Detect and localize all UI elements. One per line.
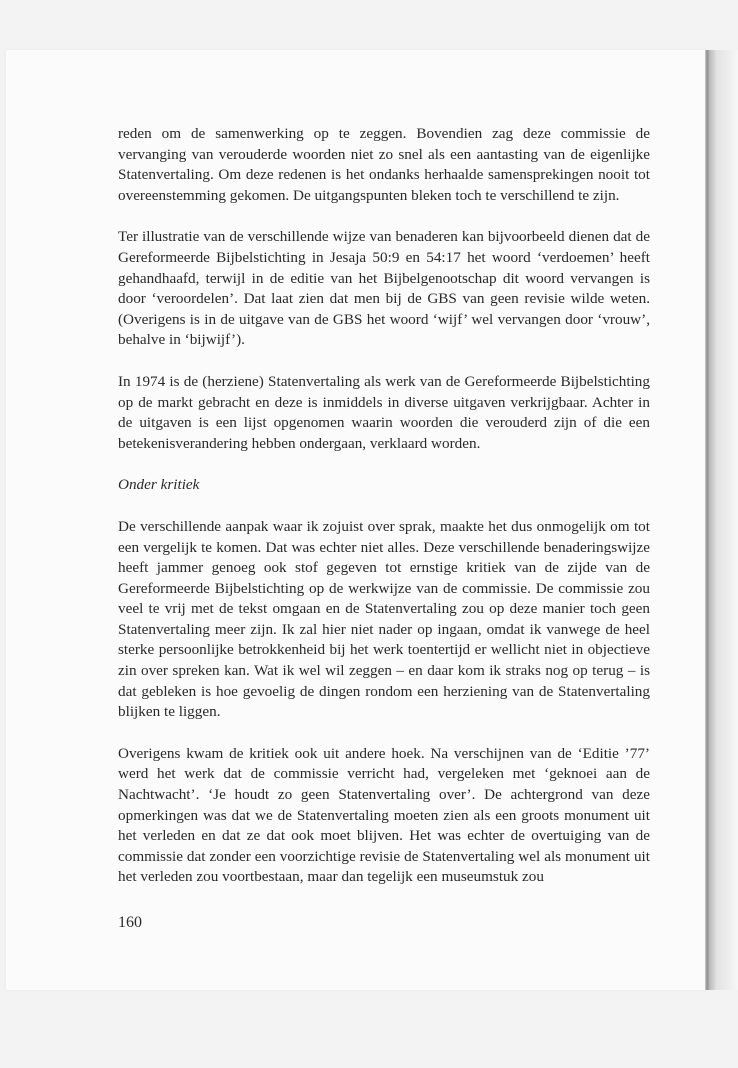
paragraph-3: In 1974 is de (herziene) Statenvertaling als werk van de Gereformeerde Bijbelstichting op de markt gebracht en deze is inmiddels in diverse uitgaven verkrijgbaar. Achter in de uitgaven is een lijst opgenomen waarin woorden die verouderd zijn of die een betekenisverandering hebben ondergaan, verklaard worden. [118,372,650,452]
section-heading: Onder kritiek [118,476,200,494]
paragraph-4: De verschillende aanpak waar ik zojuist over sprak, maakte het dus onmogelijk om tot een vergelijk te komen. Dat was echter niet alles. Deze verschillende benaderingswijze heeft jammer genoeg ook stof gegeven tot ernstige kritiek van de zijde van de Gereformeerde Bijbelstichting op de werkwijze van de commissie. De commissie zou veel te vrij met de tekst omgaan en de Statenvertaling zou op deze manier toch geen Statenvertaling meer zijn. Ik zal hier niet nader op ingaan, omdat ik vanwege de heel sterke persoonlijke betrokkenheid bij het werk toentertijd er wellicht niet in objectieve zin over spreken kan. Wat ik wel wil zeggen – en daar kom ik straks nog op terug – is dat gebleken is hoe gevoelig de dingen rondom een herziening van de Statenvertaling blijken te liggen. [118,517,650,721]
paragraph-1: reden om de samenwerking op te zeggen. Bovendien zag deze commissie de vervanging van verouderde woorden niet zo snel als een aantasting van de eigenlijke Statenvertaling. Om deze redenen is het ondanks herhaalde samensprekingen nooit tot overeenstemming gekomen. De uitgangspunten bleken toch te verschillend te zijn. [118,125,650,204]
paragraph-2: Ter illustratie van de verschillende wijze van benaderen kan bijvoorbeeld dienen dat de Gereformeerde Bijbelstichting in Jesaja 50:9 en 54:17 het woord ‘verdoemen’ heeft gehandhaafd, terwijl in de editie van het Bijbelgenootschap dit woord vervangen is door ‘veroordelen’. Dat laat zien dat men bij de GBS van geen revisie wilde weten. (Overigens is in de uitgave van de GBS het woord ‘wijf’ wel vervangen door ‘vrouw’, behalve in ‘bijwijf’). [118,228,650,349]
paragraph-5: Overigens kwam de kritiek ook uit andere hoek. Na verschijnen van de ‘Editie ’77’ werd het werk dat de commissie verricht had, vergeleken met ‘geknoei aan de Nachtwacht’. ‘Je houdt zo geen Statenvertaling over’. De achtergrond van deze opmerkingen was dat we de Statenvertaling moeten zien als een groots monument uit het verleden en dat ze dat ook moet blijven. Het was echter de overtuiging van de commissie dat zonder een voorzichtige revisie de Statenvertaling wel als monument uit het verleden zou voortbestaan, maar dan tegelijk een museumstuk zou [118,744,650,886]
page-body [118,124,650,909]
page-number: 160 [118,914,142,931]
book-spine-edge [705,50,738,990]
